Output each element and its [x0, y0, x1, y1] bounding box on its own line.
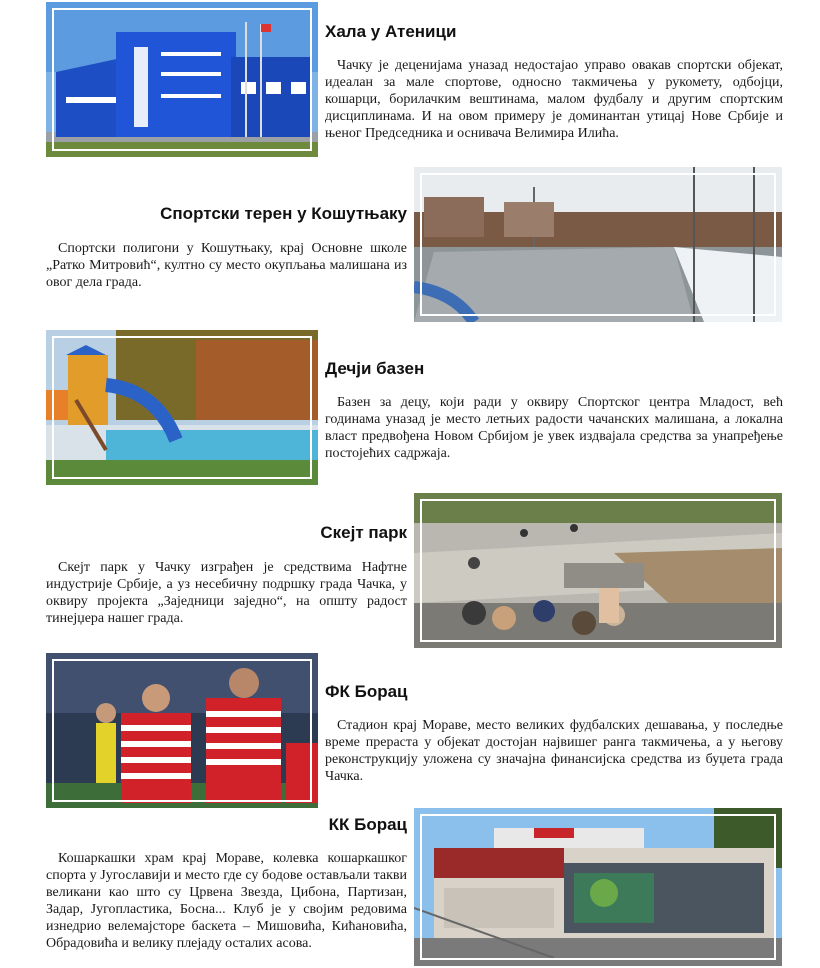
photo-frame	[52, 336, 312, 479]
section-title: ФК Борац	[325, 682, 408, 701]
photo-frame	[420, 173, 776, 316]
section-title: Спортски терен у Кошутњаку	[160, 204, 407, 223]
photo-frame	[420, 499, 776, 642]
section-title: Хала у Атеници	[325, 22, 457, 41]
section-text: Чачку је деценијама уназад недостајао управо овакав спортски објекат, идеалан за мале спортове, односно такмичења у рукомету, одбојци, кошарци, борилачким вештинама, малом фудбалу и другим спортским дисциплинама. И на овом примеру је доминантан утицај Нове Србије и њеног Председника и оснивача Велимира Илића.	[325, 58, 783, 141]
section-title: Дечји базен	[325, 359, 425, 378]
section-text: Спортски полигони у Кошутњаку, крај Основне школе „Ратко Митровић“, култно су место окупљања малишана из овог дела града.	[46, 241, 407, 290]
photo-skejt-park	[414, 493, 782, 648]
photo-frame	[52, 659, 312, 802]
photo-hala-atenici	[46, 2, 318, 157]
section-text: Стадион крај Мораве, место великих фудбалских дешавања, у последње време прераста у објекат достојан највишег ранга такмичења, а у његову реконструкцију уложена су значајна финансијска средства из буџета града Чачка.	[325, 718, 783, 784]
section-text: Базен за децу, који ради у оквиру Спортског центра Младост, већ годинама уназад је место летњих радости чачанских малишана, а локална власт предвођена Новом Србијом је увек издвајала средства за унапређење постојећих садржаја.	[325, 395, 783, 461]
photo-frame	[420, 814, 776, 960]
section-title: КК Борац	[328, 815, 407, 834]
photo-frame	[52, 8, 312, 151]
section-text: Кошаркашки храм крај Мораве, колевка кошаркашког спорта у Југославији и место где су бодове остављали такви великани као што су Црвена Звезда, Цибона, Партизан, Задар, Југопластика, Босна... Клуб је у својим редовима изнедрио велемајсторе баскета – Мишовића, Кићановића, Обрадовића и велику плејаду осталих асова.	[46, 851, 407, 951]
photo-kk-borac	[414, 808, 782, 966]
section-title: Скејт парк	[320, 523, 407, 542]
photo-kosutnjak	[414, 167, 782, 322]
photo-decji-bazen	[46, 330, 318, 485]
photo-fk-borac	[46, 653, 318, 808]
section-text: Скејт парк у Чачку изграђен је средствима Нафтне индустрије Србије, а уз несебичну подршку града Чачка, у оквиру пројекта „Заједници заједно“, на општу радост тинејџера нашег града.	[46, 560, 407, 626]
